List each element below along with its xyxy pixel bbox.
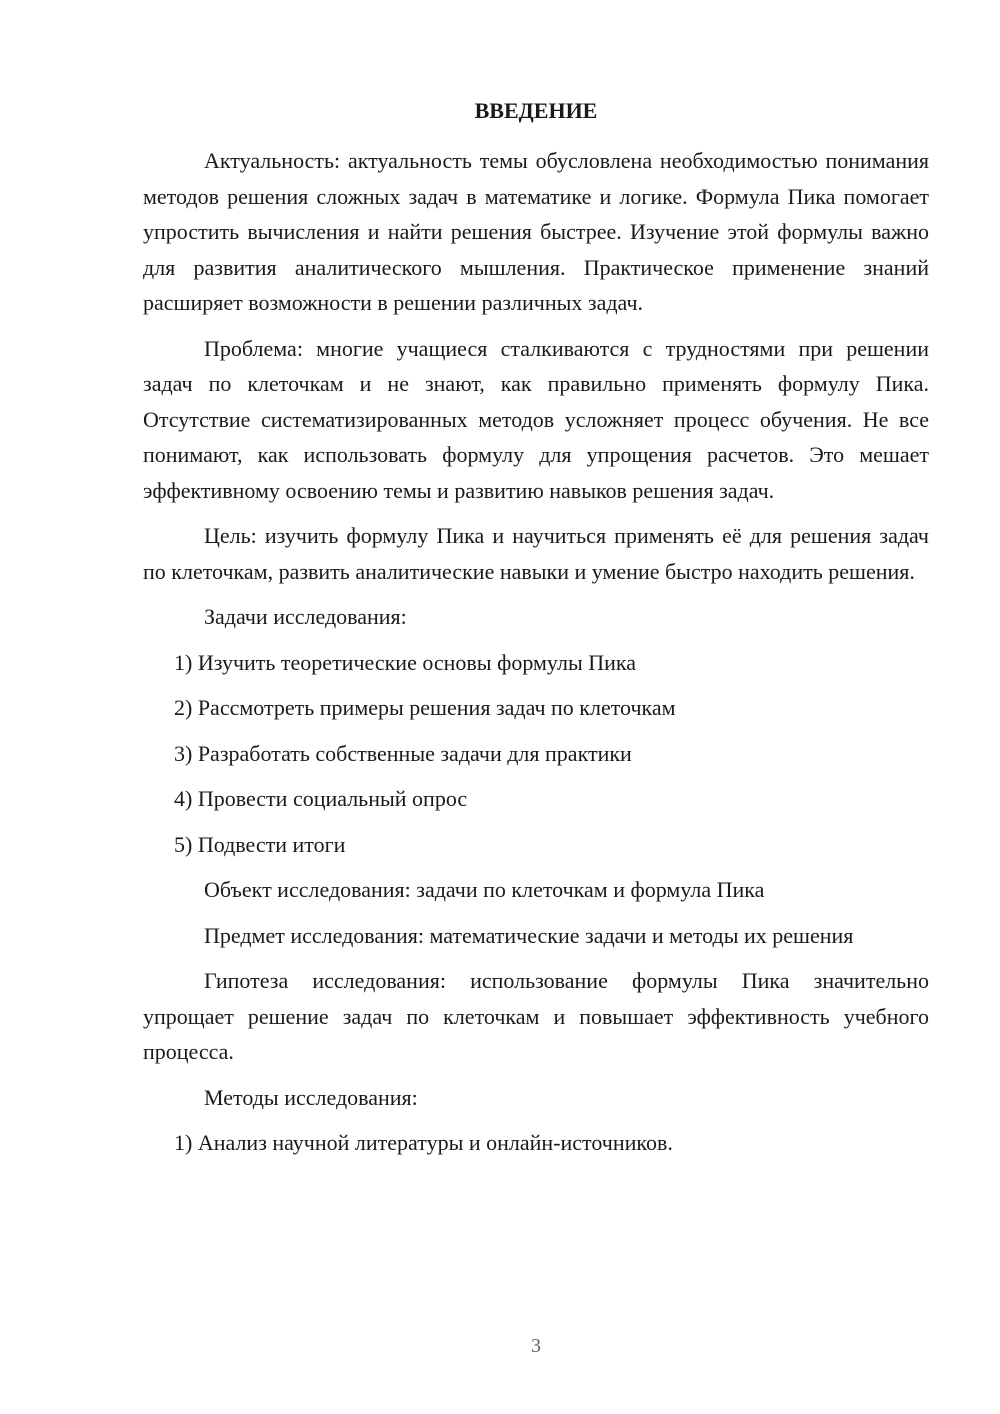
list-item: 5) Подвести итоги [174,831,346,857]
paragraph-object: Объект исследования: задачи по клеточкам и формула Пика [204,877,765,902]
methods-list [143,1125,929,1161]
paragraph-problem: Проблема: многие учащиеся сталкиваются с трудностями при решении задач по клеточкам и не знают, как правильно применять формулу Пика. Отсутствие систематизированных методов усложняет процесс обучения. Не все понимают, как использовать формулу для упрощения расчетов. Это мешает эффективному освоению темы и развитию навыков решения задач. [143,335,929,503]
list-item: 1) Анализ научной литературы и онлайн-источников. [174,1130,673,1155]
paragraph-subject: Предмет исследования: математические задачи и методы их решения [204,922,854,948]
paragraph-hypothesis: Гипотеза исследования: использование формулы Пика значительно упрощает решение задач по клеточкам и повышает эффективность учебного процесса. [143,968,929,1064]
body-text [143,143,929,1171]
tasks-list [143,645,929,863]
page-number: 3 [531,1335,541,1357]
tasks-title: Задачи исследования: [204,604,407,629]
paragraph-goal: Цель: изучить формулу Пика и научиться применять её для решения задач по клеточкам, развить аналитические навыки и умение быстро находить решения. [143,523,929,584]
list-item: 2) Рассмотреть примеры решения задач по клеточкам [174,695,676,720]
list-item: 3) Разработать собственные задачи для практики [174,740,632,766]
list-item: 1) Изучить теоретические основы формулы Пика [174,649,636,675]
paragraph-relevance: Актуальность: актуальность темы обусловлена необходимостью понимания методов решения сложных задач в математике и логике. Формула Пика помогает упростить вычисления и найти решения быстрее. Изучение этой формулы важно для развития аналитического мышления. Практическое применение знаний расширяет возможности в решении различных задач. [143,148,929,315]
methods-title: Методы исследования: [204,1084,418,1110]
page-title: ВВЕДЕНИЕ [474,98,598,123]
list-item: 4) Провести социальный опрос [174,786,468,811]
